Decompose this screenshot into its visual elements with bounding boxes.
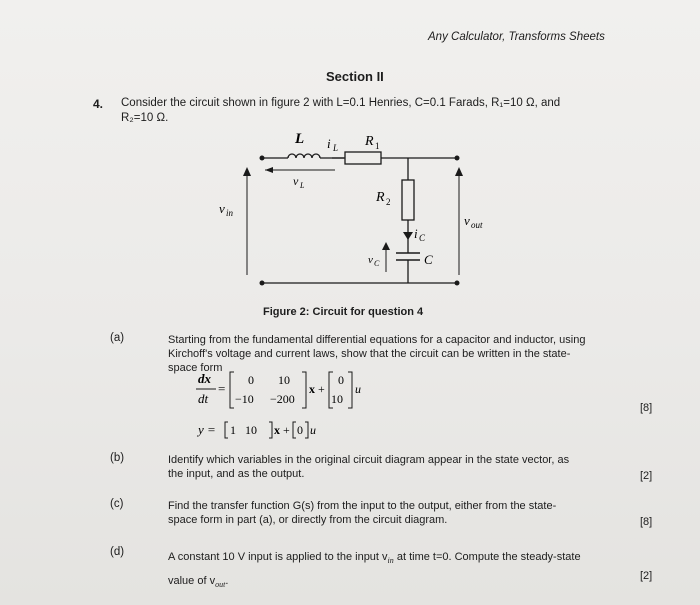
label-l: L — [295, 131, 305, 147]
eq-x2: x — [274, 423, 280, 437]
part-c-line2: space form in part (a), or directly from the circuit diagram. — [168, 514, 448, 526]
c-bracket-left — [225, 422, 228, 438]
c-bracket-right — [269, 422, 272, 438]
eq-x: x — [309, 382, 315, 396]
a-11: 0 — [248, 373, 254, 387]
label-ic-sub: C — [419, 233, 426, 243]
b-2: 10 — [331, 392, 343, 406]
part-d-text — [168, 547, 628, 595]
label-vout: v — [464, 213, 470, 228]
part-a-line2: Kirchoff's voltage and current laws, show that the circuit can be written in the state- — [168, 348, 571, 360]
vout-arrow-head — [455, 167, 463, 176]
label-ic: i — [414, 226, 418, 241]
a-bracket-right — [302, 372, 306, 408]
part-a-label: (a) — [110, 332, 125, 344]
label-vc-sub: C — [374, 259, 380, 268]
a-bracket-left — [230, 372, 234, 408]
part-d-label: (d) — [110, 546, 125, 558]
part-d-line1 — [168, 547, 628, 571]
part-a-marks: [8] — [640, 402, 653, 414]
label-vout-sub: out — [471, 220, 483, 230]
question-number: 4. — [93, 97, 104, 111]
part-d-line2-start: value of v — [168, 575, 216, 588]
eq-plus: + — [318, 382, 325, 396]
eq-lhs-num: dx — [198, 371, 211, 386]
eq-u2: u — [310, 423, 316, 437]
a-21: −10 — [235, 392, 254, 406]
vl-arrow-head — [265, 167, 273, 173]
b-1: 0 — [338, 373, 344, 387]
part-d-line1-start: A constant 10 V input is applied to the input v — [168, 551, 388, 563]
label-vc: v — [368, 254, 373, 266]
state-space-equation — [190, 368, 370, 440]
part-d-line2-sub: out — [215, 580, 226, 590]
vc-arrow-head — [382, 242, 390, 250]
terminal-bottom-right — [455, 281, 460, 286]
vin-arrow-head — [243, 167, 251, 176]
label-il-sub: L — [333, 143, 339, 153]
eq-equals: = — [218, 381, 226, 396]
section-title: Section II — [326, 69, 384, 84]
part-c-label: (c) — [110, 498, 124, 510]
d-bracket-left — [293, 422, 296, 438]
part-c-marks: [8] — [640, 516, 653, 528]
c-row: 1 10 — [230, 423, 257, 437]
resistor-r1 — [345, 152, 381, 164]
inductor-coil — [288, 154, 320, 158]
label-vin-sub: in — [226, 208, 234, 218]
label-r2: R — [376, 190, 385, 205]
label-vl: v — [293, 174, 299, 188]
part-d-line1-end: at time t=0. Compute the steady-state — [393, 551, 581, 563]
part-b-line2: the input, and as the output. — [168, 468, 305, 480]
terminal-top-right — [455, 156, 460, 161]
a-22: −200 — [270, 392, 295, 406]
eq-lhs-den: dt — [198, 391, 209, 406]
label-r1: R — [365, 134, 374, 149]
part-d-line1-sub: in — [387, 556, 394, 566]
d-bracket-right — [305, 422, 308, 438]
eq-u: u — [355, 382, 361, 396]
part-b-line1: Identify which variables in the original circuit diagram appear in the state vector, as — [168, 454, 570, 466]
resistor-r2 — [402, 180, 414, 220]
part-c-line1: Find the transfer function G(s) from the input to the output, either from the state- — [168, 500, 557, 512]
figure-caption: Figure 2: Circuit for question 4 — [263, 306, 424, 318]
part-a-line3: space form — [168, 362, 223, 374]
part-d-line2-end: . — [225, 575, 229, 588]
label-vin: v — [219, 201, 225, 216]
part-d-line2 — [168, 571, 628, 595]
part-b-label: (b) — [110, 452, 125, 464]
eq-plus2: + — [283, 423, 290, 437]
page-header: Any Calculator, Transforms Sheets — [428, 31, 605, 43]
question-text-line1: Consider the circuit shown in figure 2 with L=0.1 Henries, C=0.1 Farads, R₁=10 Ω, and — [121, 97, 561, 109]
a-12: 10 — [278, 373, 290, 387]
part-d-marks: [2] — [640, 570, 653, 582]
label-c: C — [424, 252, 433, 267]
b-bracket-right — [348, 372, 352, 408]
part-a-line1: Starting from the fundamental differential equations for a capacitor and inductor, using — [168, 334, 586, 346]
label-il: i — [327, 136, 331, 151]
eq-y: y = — [198, 422, 216, 437]
ic-arrow-head — [403, 232, 413, 240]
label-r1-sub: 1 — [375, 141, 380, 151]
terminal-bottom-left — [260, 281, 265, 286]
d-val: 0 — [297, 423, 303, 437]
label-r2-sub: 2 — [386, 197, 391, 207]
label-vl-sub: L — [300, 181, 305, 190]
part-c-text — [168, 499, 628, 527]
part-b-marks: [2] — [640, 470, 653, 482]
question-text-line2: R₂=10 Ω. — [121, 112, 169, 124]
terminal-top-left — [260, 156, 265, 161]
part-b-text — [168, 453, 628, 481]
